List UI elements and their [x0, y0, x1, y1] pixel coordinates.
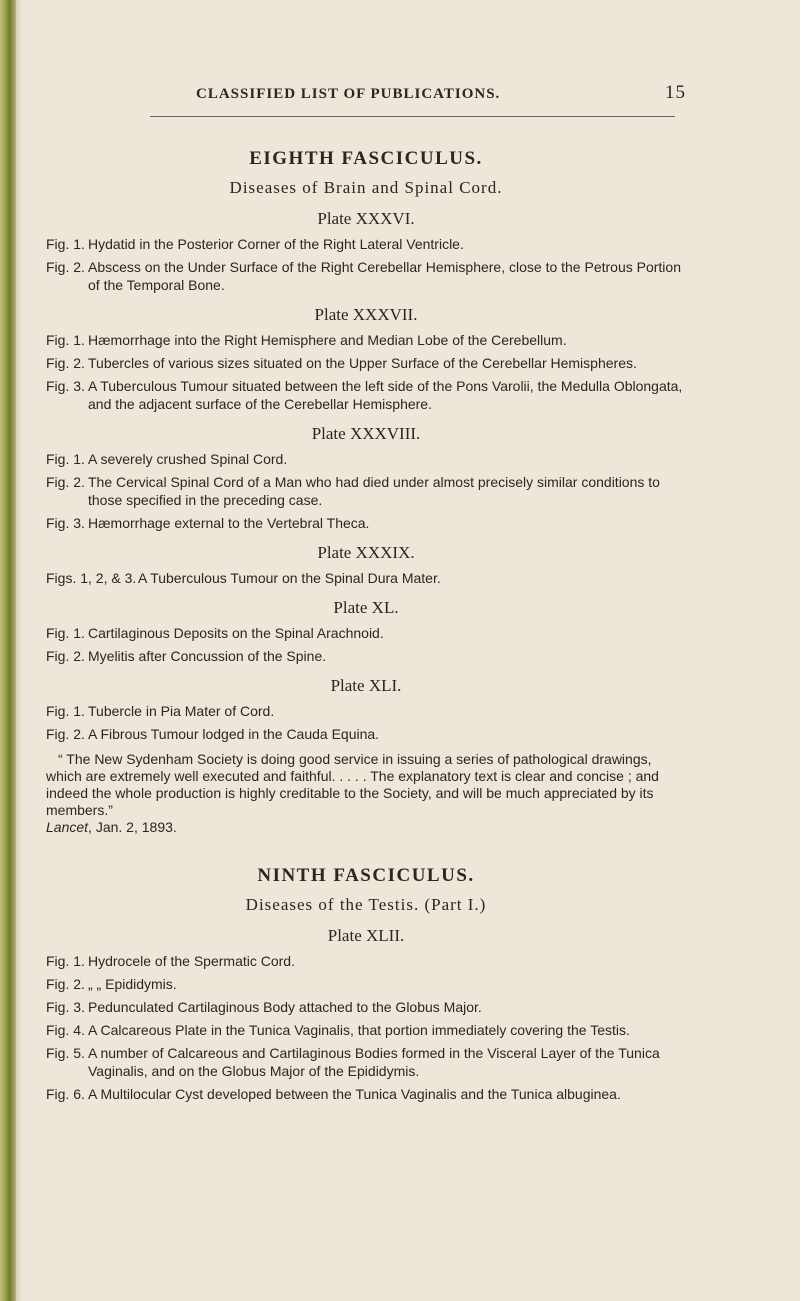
figure-entry — [46, 975, 686, 993]
figure-description: Hydatid in the Posterior Corner of the Right Lateral Ventricle. — [88, 236, 464, 252]
figure-description: Tubercles of various sizes situated on the Upper Surface of the Cerebellar Hemispheres. — [88, 355, 637, 371]
figure-label: Fig. 4. — [46, 1022, 85, 1038]
figure-description: Abscess on the Under Surface of the Right Cerebellar Hemisphere, close to the Petrous Portion of the Temporal Bone. — [88, 259, 681, 293]
figure-description: A Calcareous Plate in the Tunica Vaginalis, that portion immediately covering the Testis. — [88, 1022, 630, 1038]
running-header — [46, 78, 686, 108]
figure-entry — [46, 624, 686, 642]
plate-heading: Plate XXXVIII. — [311, 424, 421, 443]
citation-date: , Jan. 2, 1893. — [88, 819, 177, 835]
figure-label: Fig. 1. — [46, 953, 85, 969]
figure-description: Hydrocele of the Spermatic Cord. — [88, 953, 295, 969]
figure-label: Fig. 3. — [46, 999, 85, 1015]
figure-label: Fig. 2. — [46, 976, 85, 992]
figure-label: Fig. 6. — [46, 1086, 85, 1102]
figure-entry — [46, 1021, 686, 1039]
figure-description: A Tuberculous Tumour situated between the left side of the Pons Varolii, the Medulla Oblongata, and the adjacent surface of the Cerebellar Hemisphere. — [88, 378, 683, 412]
figure-label: Fig. 1. — [46, 703, 85, 719]
plate-heading: Plate XXXVII. — [314, 305, 418, 324]
figure-entry — [46, 514, 686, 532]
figure-description: A Tuberculous Tumour on the Spinal Dura Mater. — [138, 570, 441, 586]
page — [46, 78, 686, 1108]
fasciculus-title: NINTH FASCICULUS. — [257, 865, 475, 886]
figure-entry — [46, 354, 686, 372]
figure-description: A Fibrous Tumour lodged in the Cauda Equina. — [88, 726, 380, 742]
page-number: 15 — [665, 82, 686, 103]
figure-label: Fig. 5. — [46, 1045, 85, 1061]
figure-entry — [46, 331, 686, 349]
figure-description: Pedunculated Cartilaginous Body attached to the Globus Major. — [88, 999, 482, 1015]
figure-description: Myelitis after Concussion of the Spine. — [88, 648, 327, 664]
section-subtitle: Diseases of the Testis. (Part I.) — [245, 895, 487, 914]
figure-description: Hæmorrhage external to the Vertebral Theca. — [88, 515, 370, 531]
plate-heading: Plate XLI. — [330, 676, 402, 695]
figure-entry — [46, 1085, 686, 1103]
figure-label: Fig. 1. — [46, 236, 85, 252]
plate-heading: Plate XXXIX. — [317, 543, 415, 562]
book-binding-edge — [0, 0, 16, 1301]
review-citation — [46, 819, 686, 835]
review-quote: “ The New Sydenham Society is doing good service in issuing a series of pathological drawings, which are extremely well executed and faithful. . . . . The explanatory text is clear and concise ; and indeed the whole production is highly creditable to the Society, and will be much appreciated by its members.” — [46, 751, 659, 818]
figure-description: A severely crushed Spinal Cord. — [88, 451, 288, 467]
figure-list — [46, 952, 686, 1103]
figure-label: Fig. 1. — [46, 451, 85, 467]
figure-entry — [46, 235, 686, 253]
figure-label: Fig. 2. — [46, 259, 85, 275]
figure-label: Figs. 1, 2, & 3. — [46, 570, 137, 586]
plate-list — [46, 209, 686, 743]
figure-description: A Multilocular Cyst developed between the Tunica Vaginalis and the Tunica albuginea. — [88, 1086, 621, 1102]
plate-heading: Plate XXXVI. — [317, 209, 415, 228]
running-title: CLASSIFIED LIST OF PUBLICATIONS. — [196, 86, 501, 102]
figure-label: Fig. 2. — [46, 355, 85, 371]
plate-heading: Plate XL. — [333, 598, 399, 617]
figure-label: Fig. 2. — [46, 726, 85, 742]
figure-entry — [46, 473, 686, 509]
figure-entry — [46, 569, 686, 587]
citation-source: Lancet — [46, 819, 89, 835]
figure-entry — [46, 258, 686, 294]
figure-entry — [46, 702, 686, 720]
figure-description: Tubercle in Pia Mater of Cord. — [88, 703, 275, 719]
page-gutter — [16, 0, 22, 1301]
figure-label: Fig. 3. — [46, 378, 85, 394]
fasciculus-title: EIGHTH FASCICULUS. — [249, 148, 483, 169]
figure-label: Fig. 1. — [46, 332, 85, 348]
figure-description: „ „ Epididymis. — [88, 976, 177, 992]
figure-label: Fig. 1. — [46, 625, 85, 641]
figure-entry — [46, 952, 686, 970]
figure-description: The Cervical Spinal Cord of a Man who had died under almost precisely similar conditions to those specified in the preceding case. — [88, 474, 660, 508]
figure-entry — [46, 647, 686, 665]
figure-entry — [46, 725, 686, 743]
figure-entry — [46, 377, 686, 413]
figure-description: A number of Calcareous and Cartilaginous Bodies formed in the Visceral Layer of the Tunica Vaginalis, and on the Globus Major of the Epididymis. — [88, 1045, 660, 1079]
figure-entry — [46, 998, 686, 1016]
section-subtitle: Diseases of Brain and Spinal Cord. — [229, 178, 503, 197]
figure-entry — [46, 450, 686, 468]
figure-description: Hæmorrhage into the Right Hemisphere and Median Lobe of the Cerebellum. — [88, 332, 567, 348]
plate-heading: Plate XLII. — [327, 926, 405, 945]
figure-entry — [46, 1044, 686, 1080]
figure-label: Fig. 2. — [46, 648, 85, 664]
figure-label: Fig. 2. — [46, 474, 85, 490]
figure-label: Fig. 3. — [46, 515, 85, 531]
figure-description: Cartilaginous Deposits on the Spinal Arachnoid. — [88, 625, 384, 641]
